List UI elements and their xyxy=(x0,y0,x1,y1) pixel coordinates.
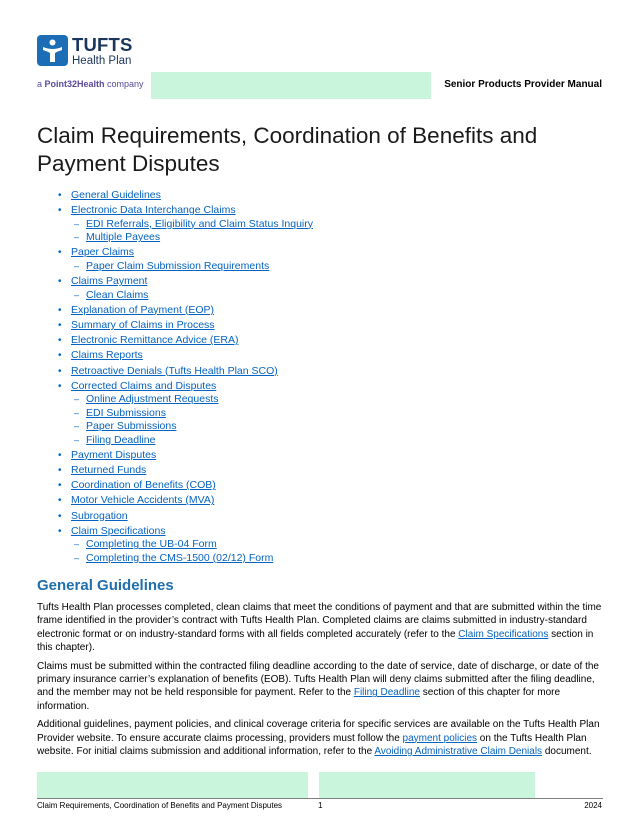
toc-subitem-edi-submissions xyxy=(71,407,313,421)
toc-link-summary-of-claims-in-process[interactable]: Summary of Claims in Process xyxy=(71,318,215,331)
avoiding-claim-denials-link[interactable]: Avoiding Administrative Claim Denials xyxy=(374,745,543,757)
toc-item-motor-vehicle-accidents-mva xyxy=(56,494,313,508)
section-body xyxy=(37,601,605,764)
toc-link-claim-specifications[interactable]: Claim Specifications xyxy=(71,524,166,537)
toc-sublist xyxy=(71,289,313,303)
toc-item-explanation-of-payment-eop xyxy=(56,304,313,318)
claim-specifications-link[interactable]: Claim Specifications xyxy=(458,628,549,640)
paragraph-3: Additional guidelines, payment policies, and clinical coverage criteria for specific services are available on the Tufts Health Plan Provider website. To ensure accurate claims processing, providers must follow the payment policies on the Tufts Health Plan website. For initial claims submission and additional information, refer to the Avoiding Administrative Claim Denials document. xyxy=(37,719,600,757)
toc-link-motor-vehicle-accidents-mva[interactable]: Motor Vehicle Accidents (MVA) xyxy=(71,494,215,507)
toc-sublink-clean-claims[interactable]: Clean Claims xyxy=(86,288,149,301)
footer-highlight-block-right xyxy=(319,772,535,798)
toc-item-corrected-claims-and-disputes xyxy=(56,380,313,448)
page-number: 1 xyxy=(318,801,323,810)
company-brand: Point32Health xyxy=(44,79,105,89)
page-title: Claim Requirements, Coordination of Benefits and Payment Disputes xyxy=(37,123,538,176)
toc-link-returned-funds[interactable]: Returned Funds xyxy=(71,464,147,477)
logo-subtitle: Health Plan xyxy=(72,55,132,67)
toc-subitem-paper-claim-submission-requirements xyxy=(71,260,313,274)
toc-sublink-multiple-payees[interactable]: Multiple Payees xyxy=(86,231,161,244)
toc-item-returned-funds xyxy=(56,464,313,478)
payment-policies-link[interactable]: payment policies xyxy=(402,732,478,744)
paragraph-1: Tufts Health Plan processes completed, clean claims that meet the conditions of payment and that are submitted within the time frame identified in the provider’s contract with Tufts Health Plan. Completed claims are claims submitted in industry-standard electronic format or on industry-standard forms with all fields completed accurately (refer to the Claim Specifications section in this chapter). xyxy=(37,602,602,653)
toc-sublink-paper-claim-submission-requirements[interactable]: Paper Claim Submission Requirements xyxy=(86,259,270,272)
toc-link-corrected-claims-and-disputes[interactable]: Corrected Claims and Disputes xyxy=(71,379,217,392)
toc-link-electronic-remittance-advice-era[interactable]: Electronic Remittance Advice (ERA) xyxy=(71,334,239,347)
footer-divider xyxy=(37,798,603,799)
toc-subitem-multiple-payees xyxy=(71,231,313,245)
toc-item-coordination-of-benefits-cob xyxy=(56,479,313,493)
toc-sublink-paper-submissions[interactable]: Paper Submissions xyxy=(86,420,177,433)
toc-subitem-completing-the-cms-1500-02-12-form xyxy=(71,552,313,566)
toc-sublink-completing-the-cms-1500-02-12-form[interactable]: Completing the CMS-1500 (02/12) Form xyxy=(86,551,274,564)
toc-item-claim-specifications xyxy=(56,525,313,566)
toc-item-subrogation xyxy=(56,510,313,524)
toc-sublink-filing-deadline[interactable]: Filing Deadline xyxy=(86,433,156,446)
toc-subitem-completing-the-ub-04-form xyxy=(71,538,313,552)
toc-subitem-edi-referrals-eligibility-and-claim-status-inquiry xyxy=(71,218,313,232)
paragraph-2: Claims must be submitted within the contracted filing deadline according to the date of service, date of discharge, or date of the primary insurance carrier’s explanation of benefits (EOB). Tufts Health Plan will deny claims submitted after the filing deadline, and the member may not be held responsible for payment. Refer to the Filing Deadline section of this chapter for more information. xyxy=(37,660,599,712)
toc-subitem-paper-submissions xyxy=(71,420,313,434)
toc-item-summary-of-claims-in-process xyxy=(56,319,313,333)
toc-subitem-online-adjustment-requests xyxy=(71,393,313,407)
tufts-logo-icon xyxy=(37,35,68,66)
footer-highlight-block-left xyxy=(37,772,308,798)
toc-item-electronic-data-interchange-claims xyxy=(56,204,313,245)
toc-sublink-edi-referrals-eligibility-and-claim-status-inquiry[interactable]: EDI Referrals, Eligibility and Claim Status Inquiry xyxy=(86,217,314,230)
toc-item-claims-payment xyxy=(56,275,313,302)
toc-link-general-guidelines[interactable]: General Guidelines xyxy=(71,189,161,201)
toc-sublist xyxy=(71,218,313,245)
toc-item-paper-claims xyxy=(56,246,313,273)
toc-item-retroactive-denials-tufts-health-plan-sco xyxy=(56,365,313,379)
table-of-contents xyxy=(56,189,313,567)
toc-item-general-guidelines xyxy=(56,189,313,203)
toc-sublink-online-adjustment-requests[interactable]: Online Adjustment Requests xyxy=(86,393,219,406)
toc-link-payment-disputes[interactable]: Payment Disputes xyxy=(71,448,157,461)
toc-link-retroactive-denials-tufts-health-plan-sco[interactable]: Retroactive Denials (Tufts Health Plan SCO) xyxy=(71,364,278,377)
toc-sublist xyxy=(71,538,313,565)
toc-item-claims-reports xyxy=(56,349,313,363)
toc-link-subrogation[interactable]: Subrogation xyxy=(71,509,128,522)
section-heading: General Guidelines xyxy=(37,577,174,594)
company-tagline: a Point32Health company xyxy=(37,79,144,89)
manual-title: Senior Products Provider Manual xyxy=(444,79,602,90)
toc-link-coordination-of-benefits-cob[interactable]: Coordination of Benefits (COB) xyxy=(71,479,216,492)
toc-item-electronic-remittance-advice-era xyxy=(56,334,313,348)
toc-link-claims-reports[interactable]: Claims Reports xyxy=(71,349,143,362)
logo-wordmark: TUFTS xyxy=(72,34,133,55)
toc-link-electronic-data-interchange-claims[interactable]: Electronic Data Interchange Claims xyxy=(71,204,236,217)
toc-link-explanation-of-payment-eop[interactable]: Explanation of Payment (EOP) xyxy=(71,303,214,316)
toc-item-payment-disputes xyxy=(56,449,313,463)
toc-subitem-clean-claims xyxy=(71,289,313,303)
toc-link-claims-payment[interactable]: Claims Payment xyxy=(71,275,148,288)
toc-sublist xyxy=(71,393,313,447)
footer-title: Claim Requirements, Coordination of Benefits and Payment Disputes xyxy=(37,801,283,810)
filing-deadline-link[interactable]: Filing Deadline xyxy=(353,687,420,699)
toc-sublist xyxy=(71,260,313,274)
footer-year: 2024 xyxy=(584,801,602,810)
toc-link-paper-claims[interactable]: Paper Claims xyxy=(71,246,135,259)
toc-subitem-filing-deadline xyxy=(71,434,313,448)
header-highlight-block xyxy=(151,72,431,99)
toc-sublink-completing-the-ub-04-form[interactable]: Completing the UB-04 Form xyxy=(86,538,217,551)
toc-sublink-edi-submissions[interactable]: EDI Submissions xyxy=(86,406,166,419)
